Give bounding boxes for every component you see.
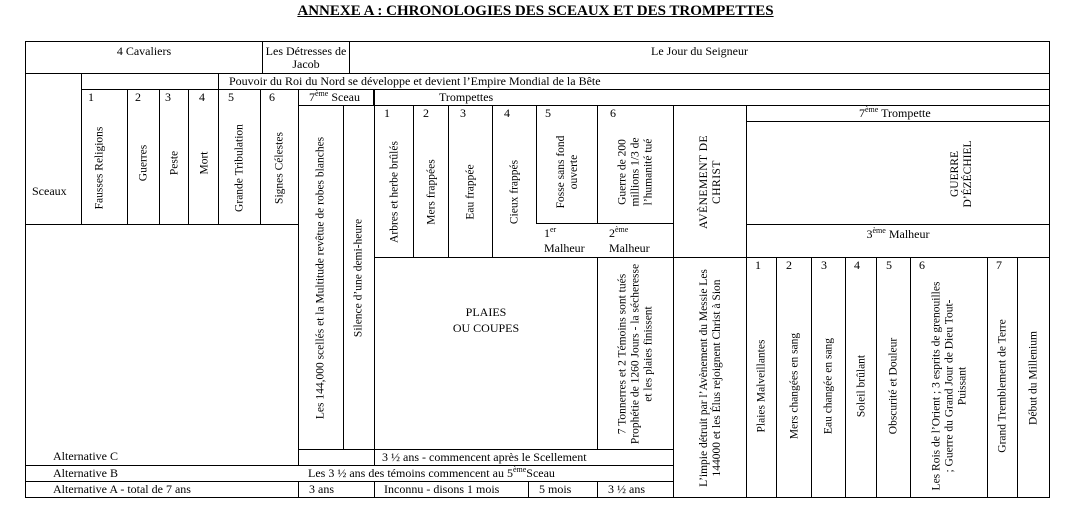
alternative-a-inconnu — [374, 481, 529, 498]
bowl-text: Plaies Malveillantes — [755, 339, 768, 433]
bowl-1 — [746, 257, 777, 498]
trumpet-5 — [536, 105, 598, 258]
detresses-cell — [262, 41, 350, 74]
trumpet-text: Mers frappées — [425, 159, 438, 225]
bowl-number: 7 — [996, 258, 1002, 272]
seal-5 — [218, 89, 261, 225]
multitude-column — [298, 105, 344, 450]
alternative-b-label: Alternative B — [53, 466, 118, 480]
alternative-c-text: 3 ½ ans - commencent après le Scellement — [382, 450, 587, 464]
pouvoir-cell — [218, 73, 1050, 90]
trumpet-2 — [413, 105, 449, 258]
detresses-label: Les Détresses de Jacob — [265, 44, 347, 71]
seal-text: Mort — [198, 151, 211, 175]
silence-text: Silence d’une demi-heure — [352, 218, 365, 338]
plaies-cell — [374, 257, 598, 450]
trumpet-text: Cieux frappés — [508, 159, 521, 225]
bowl-number: 6 — [919, 258, 925, 272]
sceaux-label: Sceaux — [32, 184, 67, 198]
bowl-text: Mers changées en sang — [788, 332, 801, 440]
trumpet-number: 4 — [504, 106, 510, 120]
malheur-1: 1er Malheur — [536, 223, 598, 259]
trumpet-1 — [374, 105, 414, 258]
seal-3 — [159, 89, 189, 225]
alternative-a-value: Inconnu - disons 1 mois — [384, 482, 500, 496]
trumpet-6 — [597, 105, 674, 258]
trumpet-text: Eau frappée — [464, 164, 477, 220]
bowl-text: Soleil brûlant — [855, 354, 868, 418]
malheur-3-cell — [746, 224, 1050, 258]
bowl-number: 5 — [886, 258, 892, 272]
seal-text: Fausses Religions — [93, 126, 106, 210]
multitude-text: Les 144,000 scellés et la Multitude revêtue de robes blanches — [314, 136, 327, 420]
cavaliers-label: 4 Cavaliers — [116, 44, 172, 58]
avenement-text: AVÈNEMENT DE CHRIST — [698, 134, 723, 230]
seal-text: Peste — [168, 150, 181, 176]
alternative-a-3ans — [298, 481, 375, 498]
millenium-cell — [1017, 257, 1050, 498]
bowl-5 — [876, 257, 911, 498]
trumpet-text: Guerre de 200 millions 1/3 de l’humanité tué — [616, 137, 655, 207]
bowl-number: 2 — [786, 258, 792, 272]
trumpet-text: Arbres et herbe brûlés — [388, 141, 401, 243]
guerre-ezechiel-text: GUERRE D’ÉZÉCHIEL — [949, 140, 974, 208]
jour-cell — [349, 41, 1050, 74]
seal-number: 2 — [135, 90, 141, 104]
seal-6 — [260, 89, 299, 225]
trumpet-number: 5 — [545, 106, 551, 120]
alternative-a-label: Alternative A - total de 7 ans — [53, 482, 191, 496]
trumpet-number: 3 — [460, 106, 466, 120]
bowl-7 — [987, 257, 1018, 498]
trumpet-4 — [492, 105, 537, 258]
seal-text: Signes Célestes — [273, 132, 286, 204]
bowl-text: Obscurité et Douleur — [887, 337, 900, 435]
alternative-a-35ans — [597, 481, 674, 498]
bowl-text: Grand Tremblement de Terre — [996, 319, 1009, 453]
guerre-ezechiel-cell — [746, 121, 1050, 225]
silence-column — [343, 105, 375, 450]
alternative-b-text: Les 3 ½ ans des témoins commencent au 5èmeSceau — [308, 465, 555, 480]
alternative-c-text-cell — [374, 449, 674, 466]
seal-number: 1 — [88, 90, 94, 104]
seal-2 — [127, 89, 160, 225]
seal-text: Guerres — [137, 144, 150, 182]
plaies-line1: PLAIES — [465, 305, 507, 319]
trompettes-header — [374, 89, 1050, 106]
trumpet-number: 6 — [610, 106, 616, 120]
alternative-a-value: 5 mois — [539, 482, 572, 496]
bowl-3 — [811, 257, 846, 498]
impie-text: L’impie détruit par l’Avènement du Messie Les 144000 et les Élus rejoignent Christ à Sion — [698, 269, 723, 487]
millenium-text: Début du Millenium — [1027, 331, 1040, 425]
malheur-2: 2ème Malheur — [597, 223, 674, 259]
seal-number: 5 — [228, 90, 234, 104]
trompette-7-header — [746, 105, 1050, 122]
trumpet-text: Fosse sans fond ouverte — [555, 135, 580, 209]
alternative-c-cell — [25, 224, 299, 466]
alternative-a-5mois — [528, 481, 598, 498]
seal-number: 3 — [165, 90, 171, 104]
bowl-number: 4 — [854, 258, 860, 272]
seventh-seal-label: 7ème Sceau — [309, 89, 360, 104]
trompettes-label: Trompettes — [439, 90, 494, 104]
bowl-number: 3 — [821, 258, 827, 272]
bowl-text: Les Rois de l’Orient ; 3 esprits de grenouilles ; Guerre du Grand Jour de Dieu Tout-Puissant — [930, 281, 969, 491]
bowl-2 — [776, 257, 812, 498]
alternative-a-value: 3 ½ ans — [608, 482, 645, 496]
seal-text: Grande Tribulation — [233, 124, 246, 212]
trumpet-number: 2 — [423, 106, 429, 120]
alternative-c-label: Alternative C — [53, 449, 118, 463]
malheur-3-label: 3ème Malheur — [866, 226, 930, 241]
trompette-7-label: 7ème Trompette — [859, 105, 931, 120]
seal-4 — [188, 89, 219, 225]
alternative-b-row — [25, 465, 674, 482]
temoins-text: 7 Tonnerres et 2 Témoins sont tués Prophétie de 1260 Jours - la sécheresse et les plaies finissent — [616, 263, 655, 445]
avenement-cell — [673, 105, 747, 258]
seal-number: 6 — [269, 90, 275, 104]
pouvoir-text: Pouvoir du Roi du Nord se développe et devient l’Empire Mondial de la Bête — [229, 74, 601, 88]
temoins-cell — [597, 257, 674, 450]
sceaux-cell — [25, 73, 82, 225]
bowl-text: Eau changée en sang — [822, 337, 835, 435]
page-title: ANNEXE A : CHRONOLOGIES DES SCEAUX ET DES TROMPETTES — [297, 3, 774, 19]
seal-number: 4 — [199, 90, 205, 104]
seal-1 — [81, 89, 128, 225]
jour-label: Le Jour du Seigneur — [651, 44, 748, 58]
bowl-6 — [910, 257, 988, 498]
alternative-a-label-cell — [25, 481, 299, 498]
alternative-a-value: 3 ans — [309, 482, 334, 496]
seventh-seal-header — [298, 89, 374, 106]
plaies-line2: OU COUPES — [452, 321, 520, 335]
trumpet-number: 1 — [384, 106, 390, 120]
bowl-number: 1 — [755, 258, 761, 272]
trumpet-3 — [448, 105, 493, 258]
impie-cell — [673, 257, 747, 498]
bowl-4 — [845, 257, 877, 498]
cavaliers-cell — [25, 41, 263, 74]
